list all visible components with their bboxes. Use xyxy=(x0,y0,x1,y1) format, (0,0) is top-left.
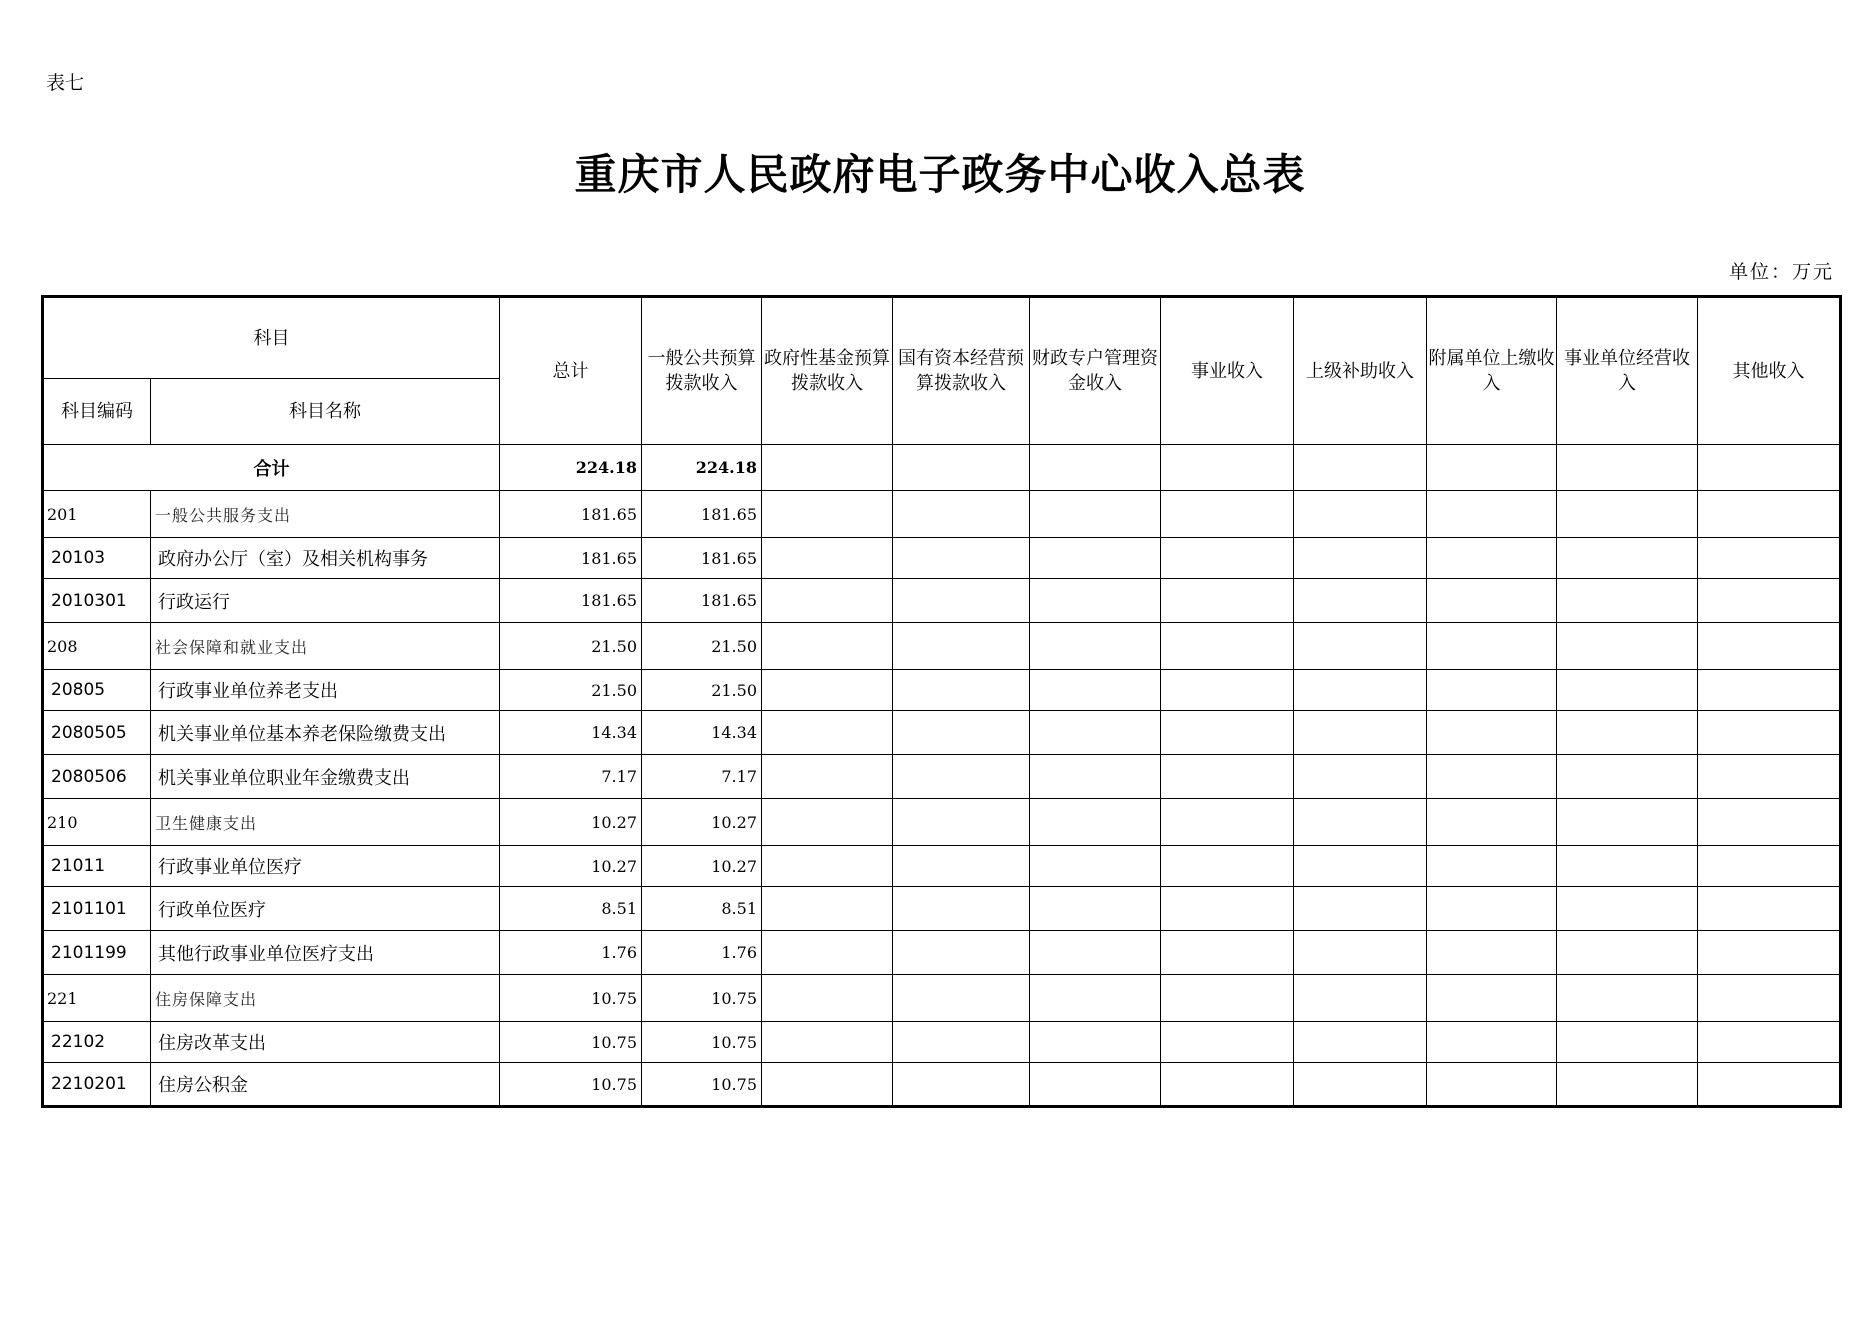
row-code: 2101199 xyxy=(43,931,151,975)
row-general-budget: 10.75 xyxy=(642,975,762,1022)
row-name: 机关事业单位基本养老保险缴费支出 xyxy=(151,711,500,755)
table-number-label: 表七 xyxy=(46,72,85,94)
header-operating-income: 事业单位经营收入 xyxy=(1557,297,1698,445)
summary-label: 合计 xyxy=(43,445,500,491)
row-general-budget: 181.65 xyxy=(642,579,762,623)
row-code: 210 xyxy=(43,799,151,846)
row-general-budget: 10.75 xyxy=(642,1022,762,1063)
row-general-budget: 7.17 xyxy=(642,755,762,799)
row-total: 181.65 xyxy=(500,579,642,623)
summary-general-budget: 224.18 xyxy=(642,445,762,491)
row-code: 2010301 xyxy=(43,579,151,623)
row-name: 行政运行 xyxy=(151,579,500,623)
row-name: 住房保障支出 xyxy=(151,975,500,1022)
row-code: 22102 xyxy=(43,1022,151,1063)
row-total: 10.75 xyxy=(500,1022,642,1063)
unit-label: 单位：万元 xyxy=(1728,261,1834,283)
header-superior-subsidy: 上级补助收入 xyxy=(1294,297,1427,445)
row-total: 1.76 xyxy=(500,931,642,975)
row-total: 10.27 xyxy=(500,799,642,846)
row-total: 21.50 xyxy=(500,623,642,670)
row-total: 8.51 xyxy=(500,887,642,931)
row-total: 10.27 xyxy=(500,846,642,887)
row-general-budget: 181.65 xyxy=(642,491,762,538)
row-general-budget: 181.65 xyxy=(642,538,762,579)
header-other-income: 其他收入 xyxy=(1698,297,1841,445)
row-total: 14.34 xyxy=(500,711,642,755)
row-code: 221 xyxy=(43,975,151,1022)
summary-total: 224.18 xyxy=(500,445,642,491)
row-total: 7.17 xyxy=(500,755,642,799)
row-total: 10.75 xyxy=(500,1063,642,1107)
row-name: 住房公积金 xyxy=(151,1063,500,1107)
row-name: 行政事业单位医疗 xyxy=(151,846,500,887)
row-total: 21.50 xyxy=(500,670,642,711)
header-business-income: 事业收入 xyxy=(1161,297,1294,445)
row-name: 社会保障和就业支出 xyxy=(151,623,500,670)
row-general-budget: 10.27 xyxy=(642,799,762,846)
row-name: 一般公共服务支出 xyxy=(151,491,500,538)
header-subject-name: 科目名称 xyxy=(151,379,500,445)
row-general-budget: 8.51 xyxy=(642,887,762,931)
row-general-budget: 1.76 xyxy=(642,931,762,975)
row-general-budget: 10.75 xyxy=(642,1063,762,1107)
header-subject-code: 科目编码 xyxy=(43,379,151,445)
header-special-account: 财政专户管理资金收入 xyxy=(1030,297,1161,445)
row-code: 2080506 xyxy=(43,755,151,799)
row-name: 机关事业单位职业年金缴费支出 xyxy=(151,755,500,799)
row-name: 行政事业单位养老支出 xyxy=(151,670,500,711)
row-total: 181.65 xyxy=(500,491,642,538)
row-code: 201 xyxy=(43,491,151,538)
page-title: 重庆市人民政府电子政务中心收入总表 xyxy=(574,150,1306,199)
income-summary-table xyxy=(41,295,1842,1108)
row-name: 住房改革支出 xyxy=(151,1022,500,1063)
header-subject: 科目 xyxy=(43,297,500,379)
row-general-budget: 14.34 xyxy=(642,711,762,755)
row-total: 181.65 xyxy=(500,538,642,579)
row-name: 卫生健康支出 xyxy=(151,799,500,846)
header-general-budget: 一般公共预算拨款收入 xyxy=(642,297,762,445)
row-general-budget: 21.50 xyxy=(642,670,762,711)
row-code: 20805 xyxy=(43,670,151,711)
row-code: 2210201 xyxy=(43,1063,151,1107)
header-state-capital: 国有资本经营预算拨款收入 xyxy=(893,297,1030,445)
header-affiliated-unit: 附属单位上缴收入 xyxy=(1427,297,1557,445)
header-gov-fund: 政府性基金预算拨款收入 xyxy=(762,297,893,445)
row-code: 20103 xyxy=(43,538,151,579)
row-name: 行政单位医疗 xyxy=(151,887,500,931)
row-general-budget: 21.50 xyxy=(642,623,762,670)
row-code: 208 xyxy=(43,623,151,670)
row-total: 10.75 xyxy=(500,975,642,1022)
row-general-budget: 10.27 xyxy=(642,846,762,887)
row-code: 2080505 xyxy=(43,711,151,755)
row-name: 其他行政事业单位医疗支出 xyxy=(151,931,500,975)
header-total: 总计 xyxy=(500,297,642,445)
row-code: 2101101 xyxy=(43,887,151,931)
row-code: 21011 xyxy=(43,846,151,887)
row-name: 政府办公厅（室）及相关机构事务 xyxy=(151,538,500,579)
